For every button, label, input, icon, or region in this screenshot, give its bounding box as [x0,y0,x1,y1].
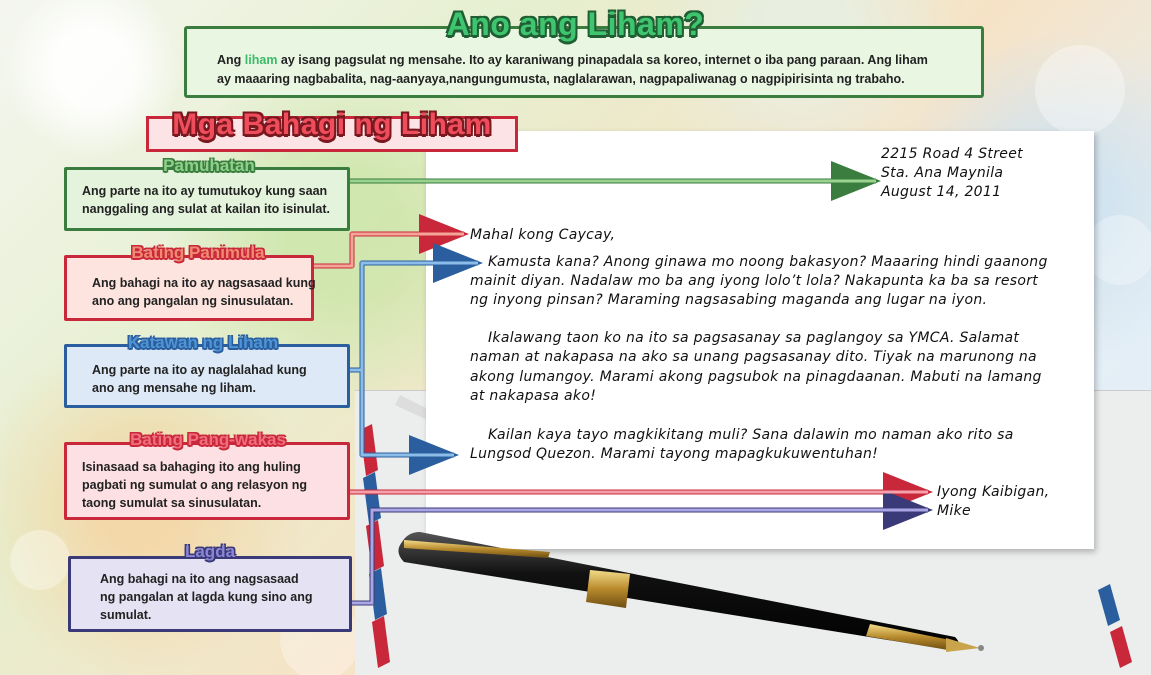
letter-body-line: ng inyong pinsan? Maraming nagsasabing maganda ang lugar na iyon. [470,292,988,308]
letter-closing: Iyong Kaibigan, [937,484,1050,500]
part-description-line: ano ang mensahe ng liham. [92,381,256,395]
intro-line-2: ay maaaring nagbabalita, nag-aanyaya,nangungumusta, naglalarawan, nagpapaliwanag o nagpipirisinta ng trabaho. [217,72,905,86]
part-description-line: Ang parte na ito ay naglalahad kung [92,363,307,377]
letter-body-line: mainit diyan. Nadalaw mo ba ang iyong lolo’t lola? Nakapunta ka ba sa resort [470,273,1039,289]
part-description-line: sumulat. [100,608,152,622]
part-label: Katawan ng Liham [127,333,279,352]
letter-heading-line: 2215 Road 4 Street [881,146,1023,162]
part-description-line: Isinasaad sa bahaging ito ang huling [82,460,301,474]
parts-title: Mga Bahagi ng Liham [172,108,492,141]
part-description-line: taong sumulat sa sinusulatan. [82,496,262,510]
part-label: Bating Pang-wakas [130,430,286,449]
part-label: Bating Panimula [131,243,265,262]
part-description-line: Ang bahagi na ito ang nagsasaad [100,572,299,586]
part-description-line: ano ang pangalan ng sinusulatan. [92,294,294,308]
part-description-line: nanggaling ang sulat at kailan ito isinulat. [82,202,330,216]
letter-body-line: Ikalawang taon ko na ito sa pagsasanay sa paglangoy sa YMCA. Salamat [488,330,1020,346]
letter-body-line: Kailan kaya tayo magkikitang muli? Sana dalawin mo naman ako rito sa [488,427,1014,443]
letter-salutation: Mahal kong Caycay, [470,227,616,243]
letter-heading-line: Sta. Ana Maynila [881,165,1004,181]
part-label: Lagda [184,542,236,561]
letter-body-line: naman at nakapasa na ako sa unang pagsasanay dito. Tiyak na marunong na [470,349,1037,365]
pen-icon [390,522,990,672]
letter-body-line: Kamusta kana? Anong ginawa mo noong bakasyon? Maaaring hindi gaanong [488,254,1048,270]
part-description-line: pagbati ng sumulat o ang relasyon ng [82,478,308,492]
part-description-line: Ang parte na ito ay tumutukoy kung saan [82,184,328,198]
part-description-line: ng pangalan at lagda kung sino ang [100,590,313,604]
main-title: Ano ang Liham? [446,6,705,42]
letter-body-line: akong lumangoy. Marami akong pagsubok na pinagdaanan. Mabuti na lamang [470,369,1042,385]
letter-heading-line: August 14, 2011 [881,184,1002,200]
arrow-katawan-bottom [362,370,454,455]
part-description-line: Ang bahagi na ito ay nagsasaad kung [92,276,316,290]
intro-line-1: Ang liham ay isang pagsulat ng mensahe. Ito ay karaniwang pinapadala sa koreo, internet o iba pang paraan. Ang liham [217,53,928,67]
part-label: Pamuhatan [163,156,255,175]
letter-body-line: at nakapasa ako! [470,388,597,404]
letter-body-line: Lungsod Quezon. Marami tayong mapagkukuwentuhan! [470,446,879,462]
arrow-katawan-top [350,263,478,370]
letter-signature: Mike [937,503,971,519]
intro-highlight: liham [244,53,278,67]
